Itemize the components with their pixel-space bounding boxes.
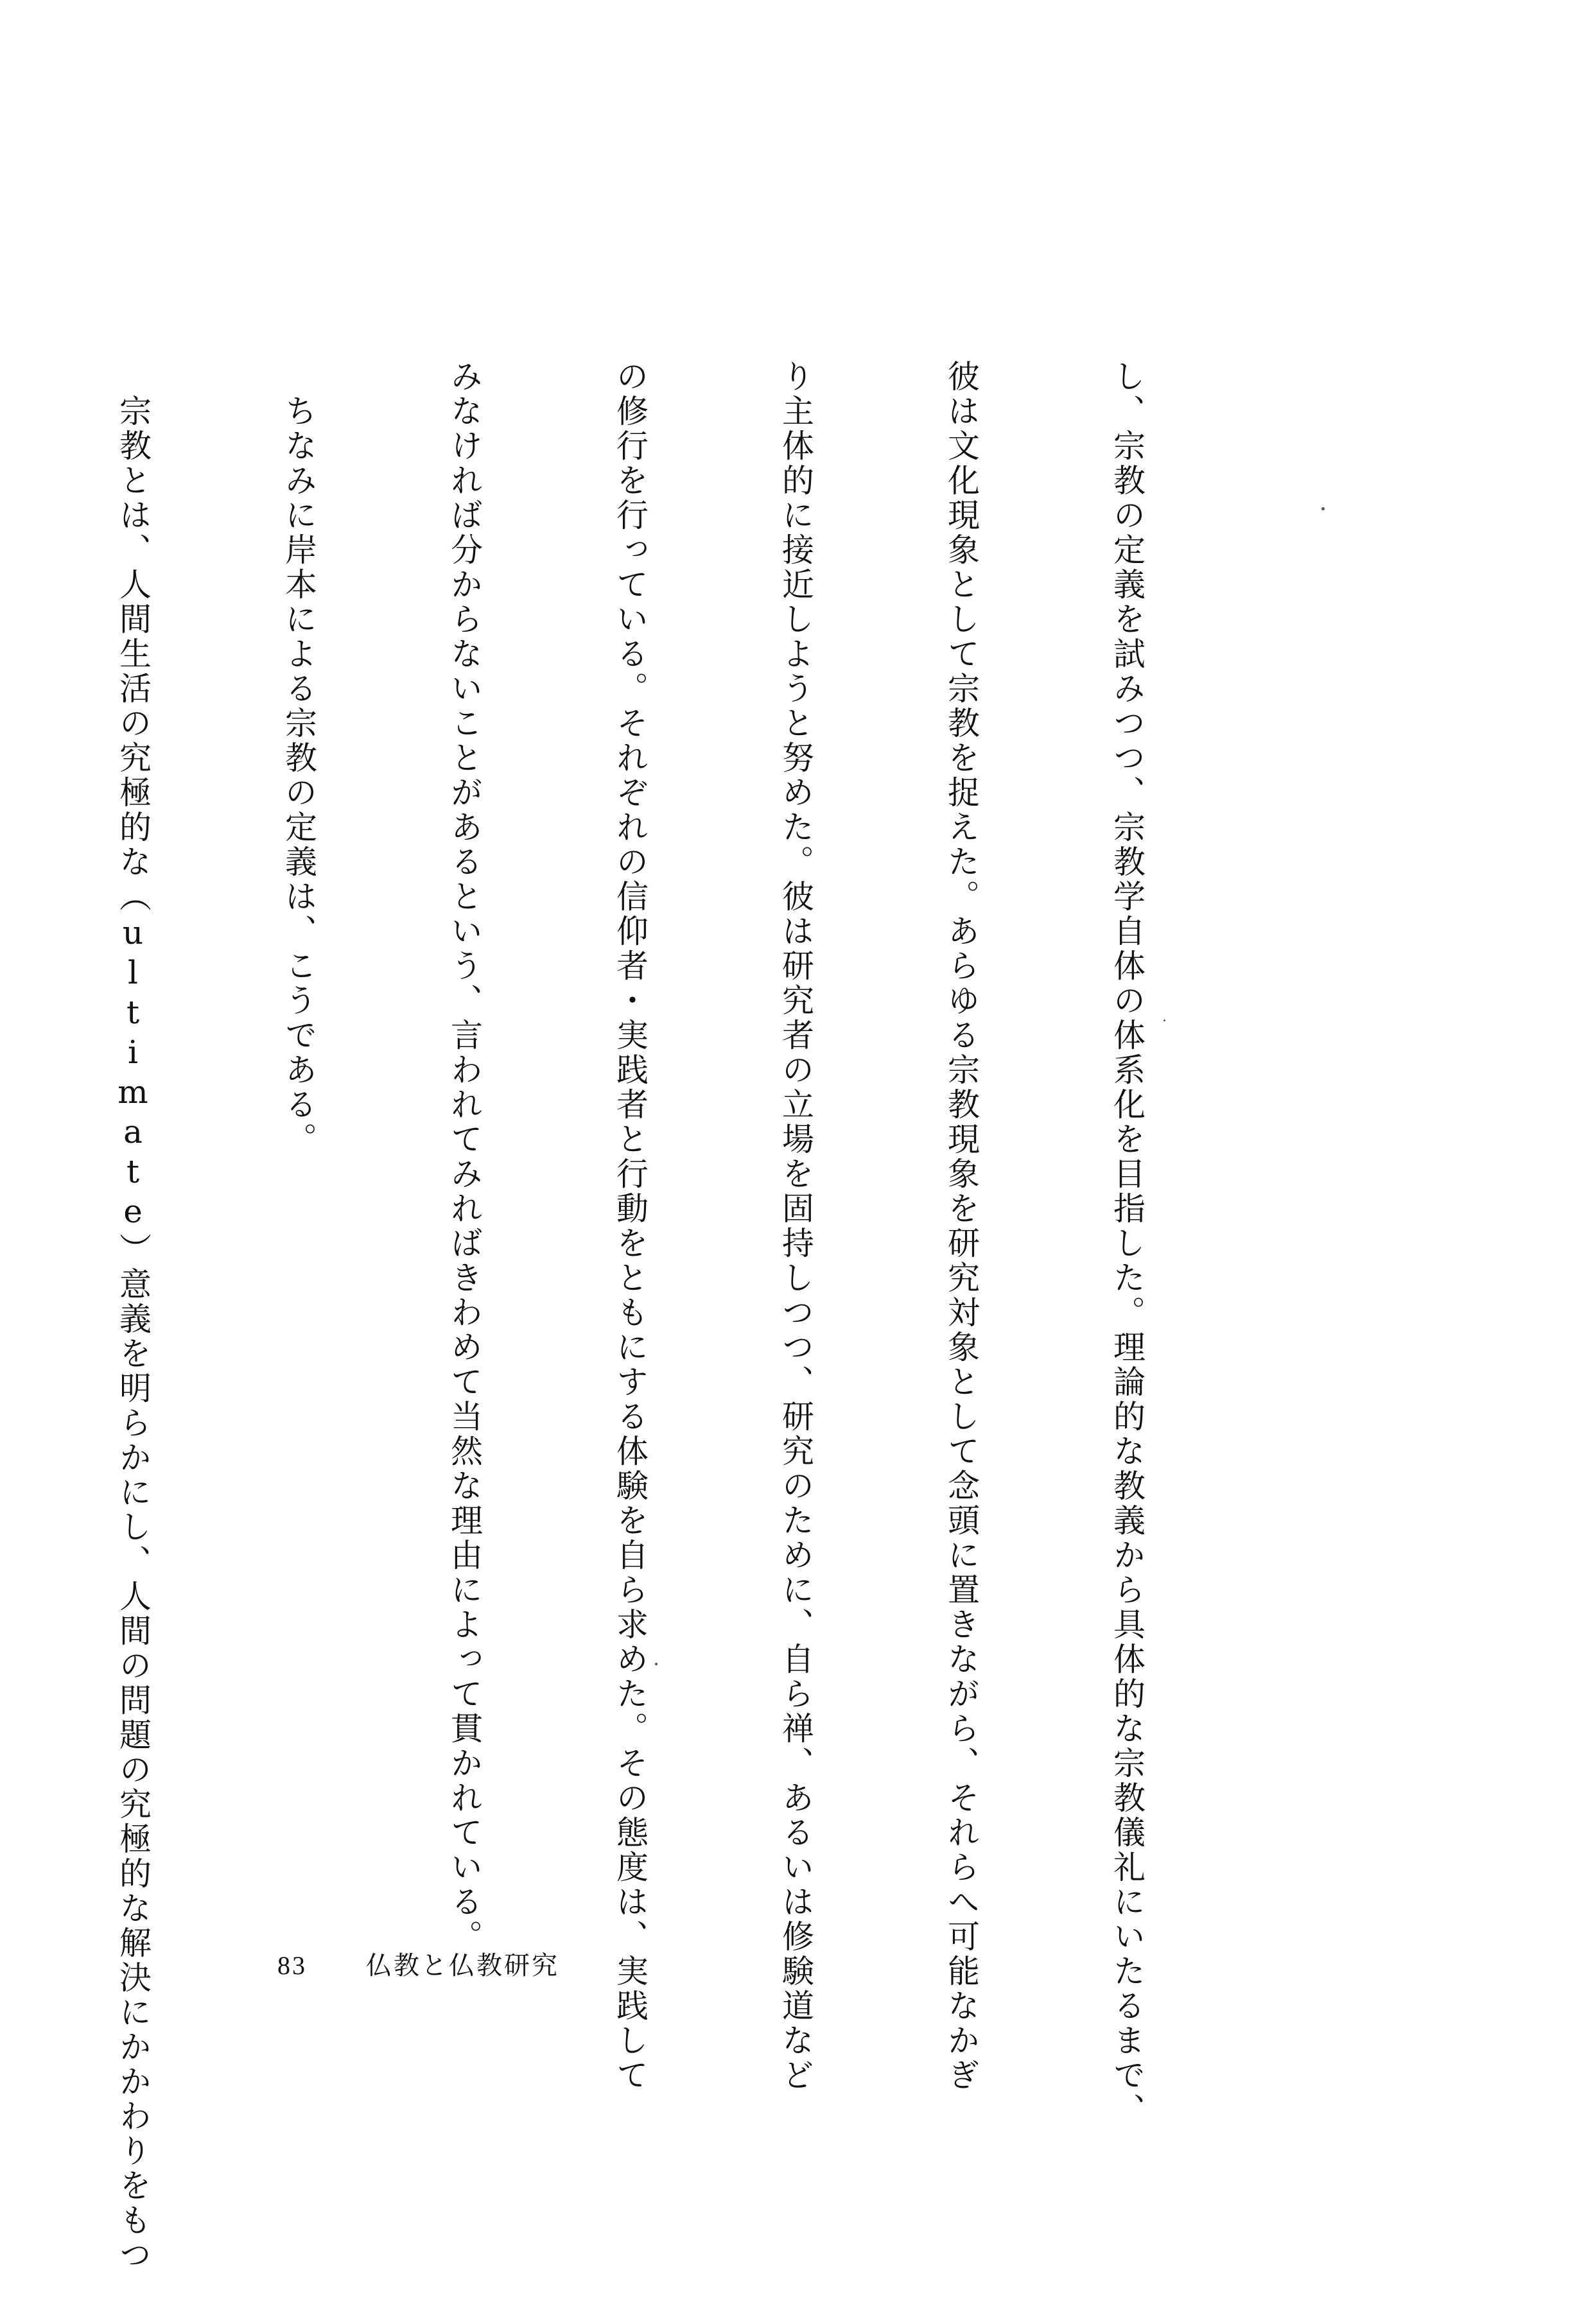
text-line-5: みなければ分からないことがあるという、言われてみればきわめて当然な理由によって貫かれている。 <box>446 360 483 1954</box>
text-line-3: り主体的に接近しようと努めた。彼は研究者の立場を固持しつつ、研究のために、自ら禅、あるいは修験道など <box>777 360 814 2093</box>
scan-speck <box>1163 1019 1165 1021</box>
scan-speck <box>1321 507 1325 510</box>
text-line-7: 宗教とは、人間生活の究極的な（ultimate）意義を明らかにし、人間の問題の究極的な解決にかかわりをもつ <box>114 394 152 2273</box>
text-line-6: ちなみに岸本による宗教の定義は、こうである。 <box>280 394 317 1157</box>
running-title: 仏教と仏教研究 <box>366 1951 559 1981</box>
text-line-4: の修行を行っている。それぞれの信仰者・実践者と行動をともにする体験を自ら求めた。その態度は、実践して <box>611 360 649 2093</box>
page-footer <box>277 1945 559 1982</box>
page-number: 83 <box>277 1951 307 1980</box>
text-line-1: し、宗教の定義を試みつつ、宗教学自体の体系化を目指した。理論的な教義から具体的な宗教儀礼にいたるまで、 <box>1108 360 1146 2128</box>
text-line-2: 彼は文化現象として宗教を捉えた。あらゆる宗教現象を研究対象として念頭に置きながら、それらへ可能なかぎ <box>943 360 980 2093</box>
scan-speck <box>655 1663 658 1665</box>
